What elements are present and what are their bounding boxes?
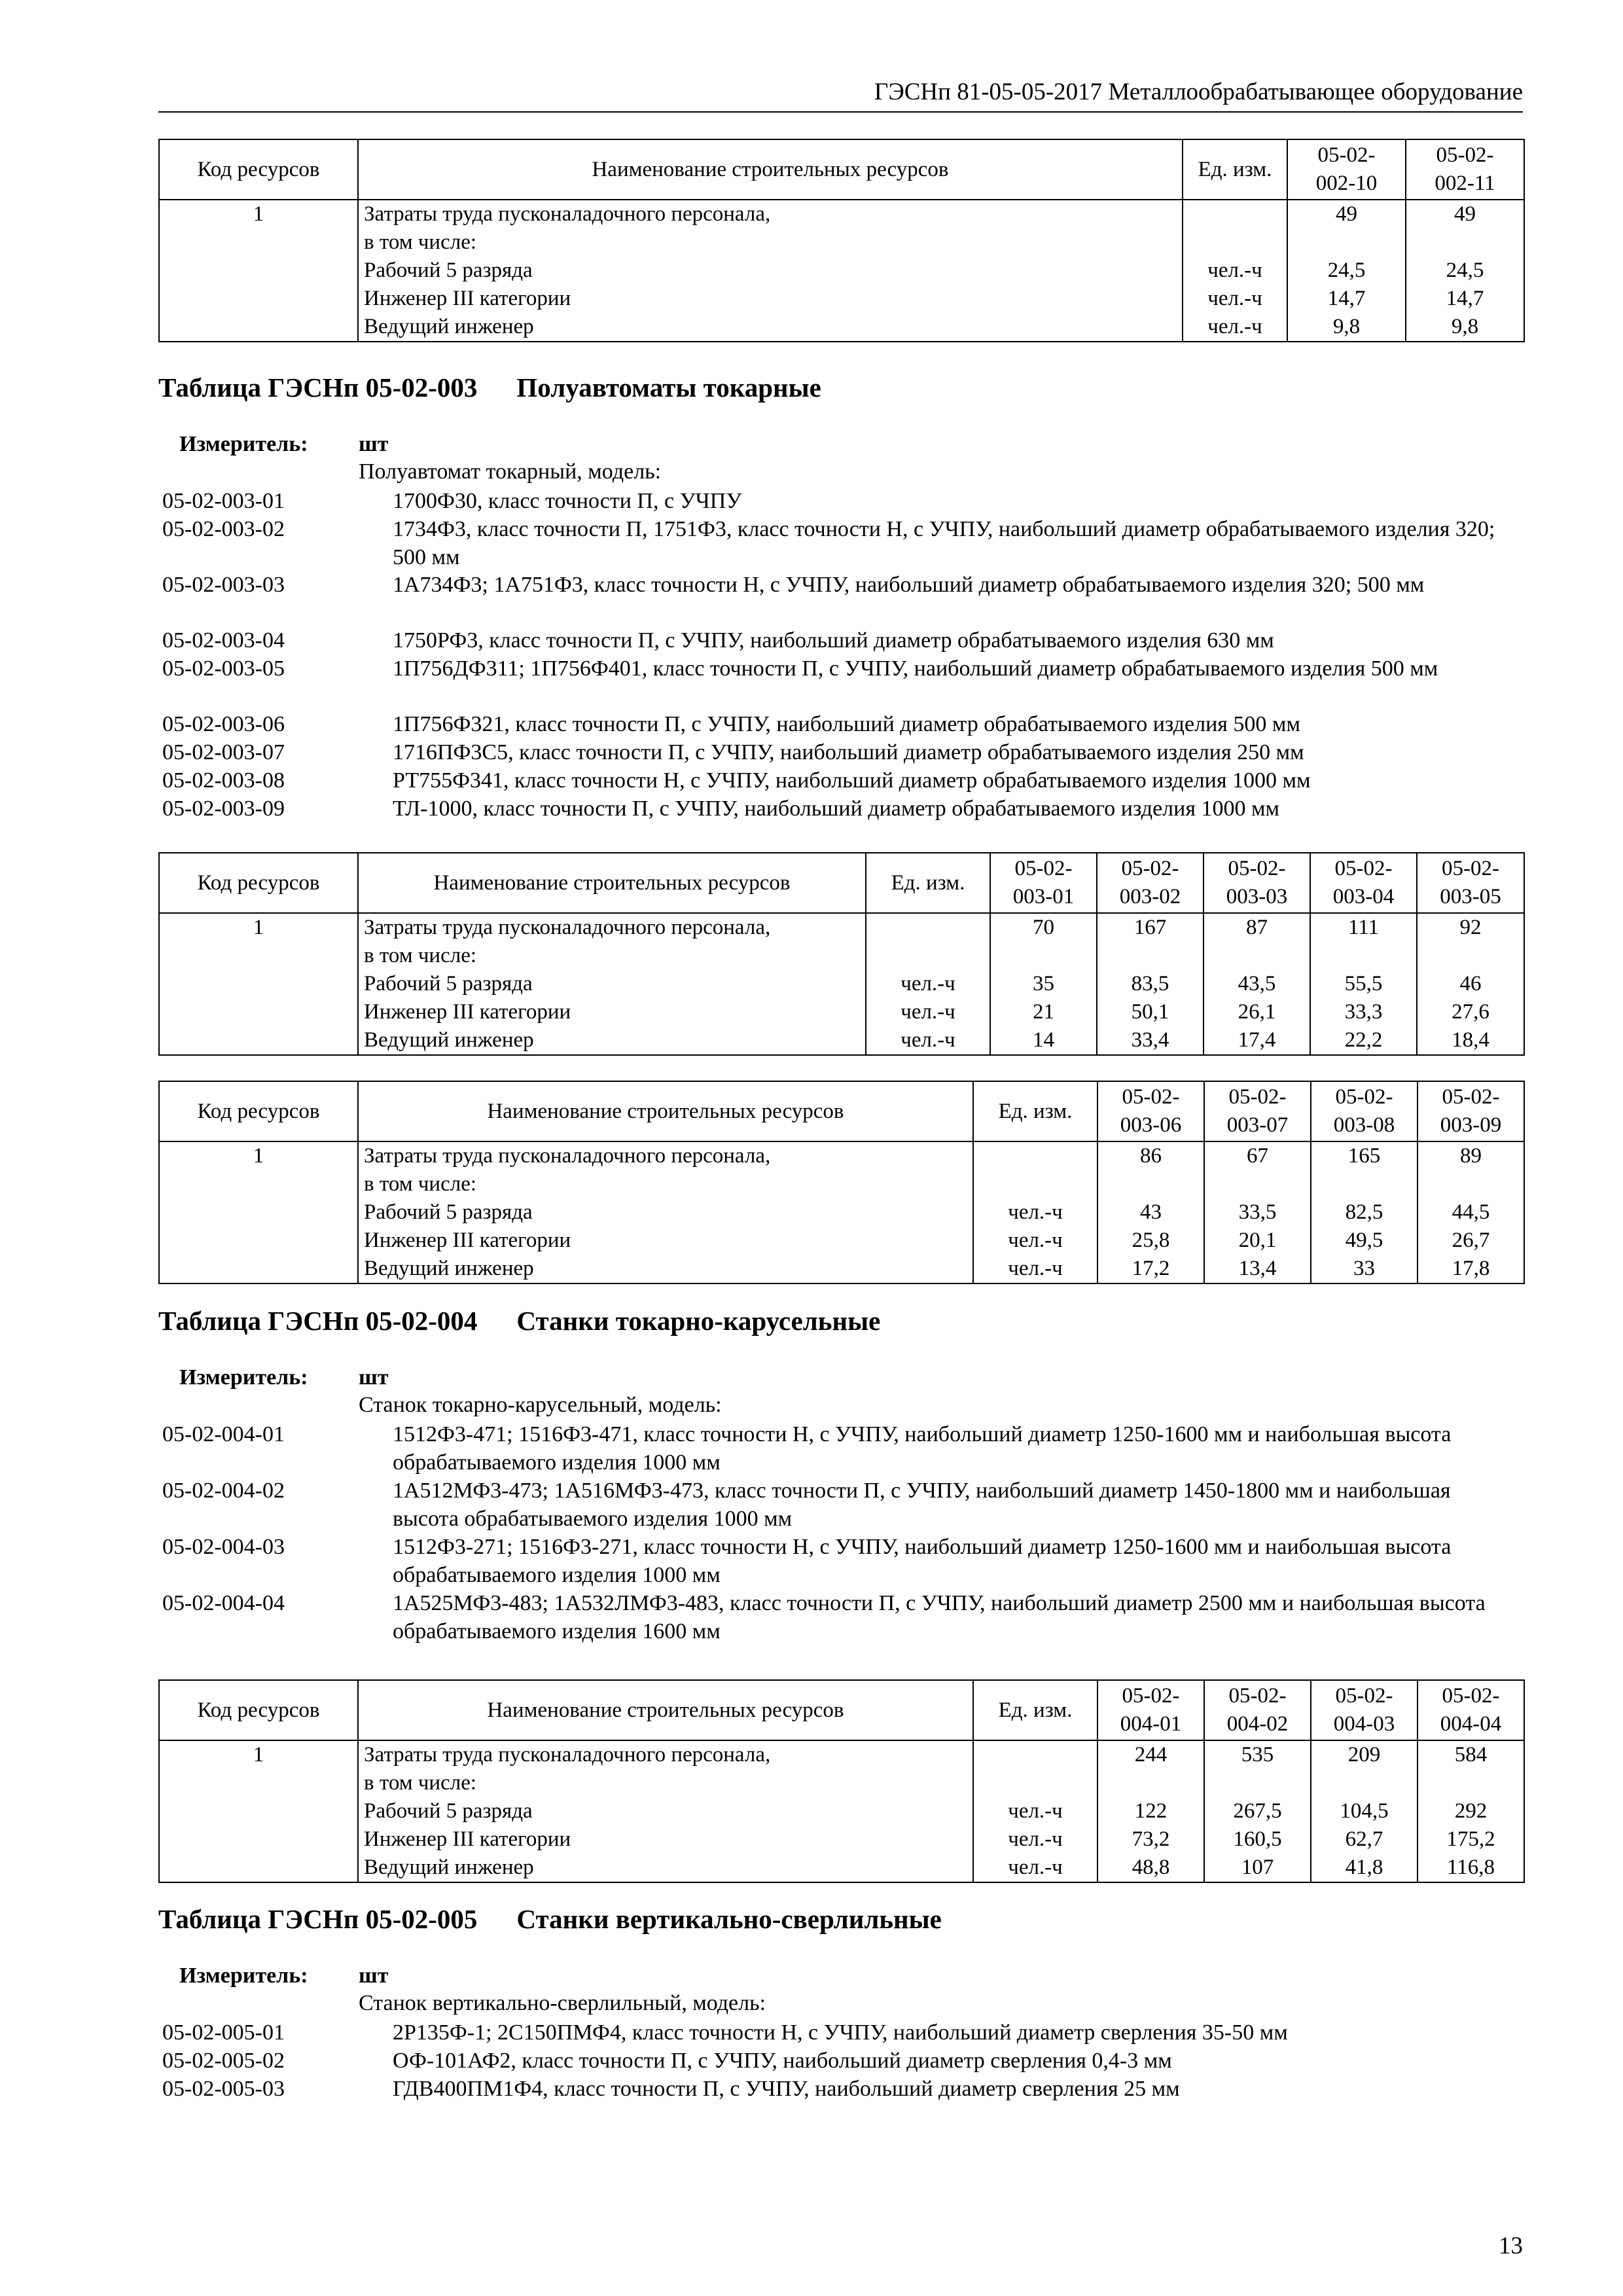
- norm-values: 584 292 175,2 116,8: [1418, 1740, 1524, 1882]
- section-intro: Полуавтомат токарный, модель:: [359, 459, 662, 484]
- col-header-norm: 05-02- 003-01: [990, 853, 1097, 913]
- page-number: 13: [1499, 2233, 1523, 2259]
- norm-values: 167 83,5 50,1 33,4: [1097, 913, 1204, 1055]
- resource-code: 1: [159, 1740, 358, 1882]
- table-header-row: [159, 139, 1524, 200]
- resource-code: 1: [159, 200, 358, 342]
- col-header-name: Наименование строительных ресурсов: [358, 1680, 973, 1740]
- table-row: [159, 913, 1524, 1055]
- resource-table-002: [158, 139, 1525, 342]
- resource-code: 1: [159, 1141, 358, 1283]
- col-header-name: Наименование строительных ресурсов: [358, 853, 866, 913]
- col-header-code: Код ресурсов: [159, 1680, 358, 1740]
- resource-table-003a: [158, 852, 1525, 1056]
- norm-values: 86 43 25,8 17,2: [1097, 1141, 1204, 1283]
- resource-name: Затраты труда пусконаладочного персонала, в том числе: Рабочий 5 разряда Инженер III категории Ведущий инженер: [358, 1141, 973, 1283]
- col-header-code: Код ресурсов: [159, 139, 358, 200]
- norm-values: 92 46 27,6 18,4: [1417, 913, 1524, 1055]
- col-header-norm: 05-02- 004-04: [1418, 1680, 1524, 1740]
- col-header-unit: Ед. изм.: [1183, 139, 1287, 200]
- running-header: ГЭСНп 81-05-05-2017 Металлообрабатывающее оборудование: [158, 73, 1523, 113]
- section-title-003: Таблица ГЭСНп 05-02-003 Полуавтоматы токарные: [158, 372, 821, 403]
- norm-values: 209 104,5 62,7 41,8: [1311, 1740, 1418, 1882]
- resource-code: 1: [159, 913, 358, 1055]
- col-header-norm: 05-02- 004-03: [1311, 1680, 1418, 1740]
- resource-unit: чел.-ч чел.-ч чел.-ч: [973, 1740, 1097, 1882]
- section-title-005: Таблица ГЭСНп 05-02-005 Станки вертикально-сверлильные: [158, 1904, 942, 1934]
- col-header-norm: 05-02- 003-09: [1418, 1081, 1524, 1141]
- col-header-norm: 05-02- 003-04: [1310, 853, 1417, 913]
- col-header-code: Код ресурсов: [159, 1081, 358, 1141]
- col-header-norm: 05-02- 002-11: [1406, 139, 1524, 200]
- table-row: [159, 200, 1524, 342]
- norm-values: 535 267,5 160,5 107: [1204, 1740, 1311, 1882]
- norm-values: 49 24,5 14,7 9,8: [1406, 200, 1524, 342]
- table-row: [159, 1141, 1524, 1283]
- resource-name: Затраты труда пусконаладочного персонала, в том числе: Рабочий 5 разряда Инженер III категории Ведущий инженер: [358, 200, 1183, 342]
- norm-values: 87 43,5 26,1 17,4: [1204, 913, 1310, 1055]
- measure-label: Измеритель:: [179, 432, 308, 456]
- measure-label: Измеритель:: [179, 1964, 308, 1988]
- col-header-norm: 05-02- 003-03: [1204, 853, 1310, 913]
- resource-unit: чел.-ч чел.-ч чел.-ч: [866, 913, 990, 1055]
- col-header-norm: 05-02- 003-06: [1097, 1081, 1204, 1141]
- table-row: [159, 1740, 1524, 1882]
- col-header-norm: 05-02- 002-10: [1287, 139, 1406, 200]
- measure-label: Измеритель:: [179, 1365, 308, 1390]
- norm-values: 70 35 21 14: [990, 913, 1097, 1055]
- table-header-row: [159, 1081, 1524, 1141]
- resource-table-003b: [158, 1081, 1525, 1284]
- norm-values: 244 122 73,2 48,8: [1097, 1740, 1204, 1882]
- section-title-004: Таблица ГЭСНп 05-02-004 Станки токарно-карусельные: [158, 1306, 881, 1336]
- section-intro: Станок вертикально-сверлильный, модель:: [359, 1991, 766, 2015]
- col-header-name: Наименование строительных ресурсов: [358, 1081, 973, 1141]
- measure-value: шт: [359, 432, 389, 456]
- col-header-unit: Ед. изм.: [973, 1081, 1097, 1141]
- resource-table-004: [158, 1679, 1525, 1883]
- norm-values: 89 44,5 26,7 17,8: [1418, 1141, 1524, 1283]
- col-header-norm: 05-02- 004-01: [1097, 1680, 1204, 1740]
- col-header-norm: 05-02- 003-05: [1417, 853, 1524, 913]
- norm-values: 49 24,5 14,7 9,8: [1287, 200, 1406, 342]
- measure-value: шт: [359, 1964, 389, 1988]
- resource-unit: чел.-ч чел.-ч чел.-ч: [973, 1141, 1097, 1283]
- col-header-code: Код ресурсов: [159, 853, 358, 913]
- resource-name: Затраты труда пусконаладочного персонала, в том числе: Рабочий 5 разряда Инженер III категории Ведущий инженер: [358, 913, 866, 1055]
- col-header-name: Наименование строительных ресурсов: [358, 139, 1183, 200]
- col-header-unit: Ед. изм.: [866, 853, 990, 913]
- measure-value: шт: [359, 1365, 389, 1390]
- col-header-unit: Ед. изм.: [973, 1680, 1097, 1740]
- resource-unit: чел.-ч чел.-ч чел.-ч: [1183, 200, 1287, 342]
- section-intro: Станок токарно-карусельный, модель:: [359, 1393, 722, 1417]
- col-header-norm: 05-02- 003-07: [1204, 1081, 1311, 1141]
- col-header-norm: 05-02- 003-02: [1097, 853, 1204, 913]
- norm-values: 67 33,5 20,1 13,4: [1204, 1141, 1311, 1283]
- norm-values: 111 55,5 33,3 22,2: [1310, 913, 1417, 1055]
- table-header-row: [159, 853, 1524, 913]
- table-header-row: [159, 1680, 1524, 1740]
- resource-name: Затраты труда пусконаладочного персонала, в том числе: Рабочий 5 разряда Инженер III категории Ведущий инженер: [358, 1740, 973, 1882]
- col-header-norm: 05-02- 003-08: [1311, 1081, 1418, 1141]
- col-header-norm: 05-02- 004-02: [1204, 1680, 1311, 1740]
- norm-values: 165 82,5 49,5 33: [1311, 1141, 1418, 1283]
